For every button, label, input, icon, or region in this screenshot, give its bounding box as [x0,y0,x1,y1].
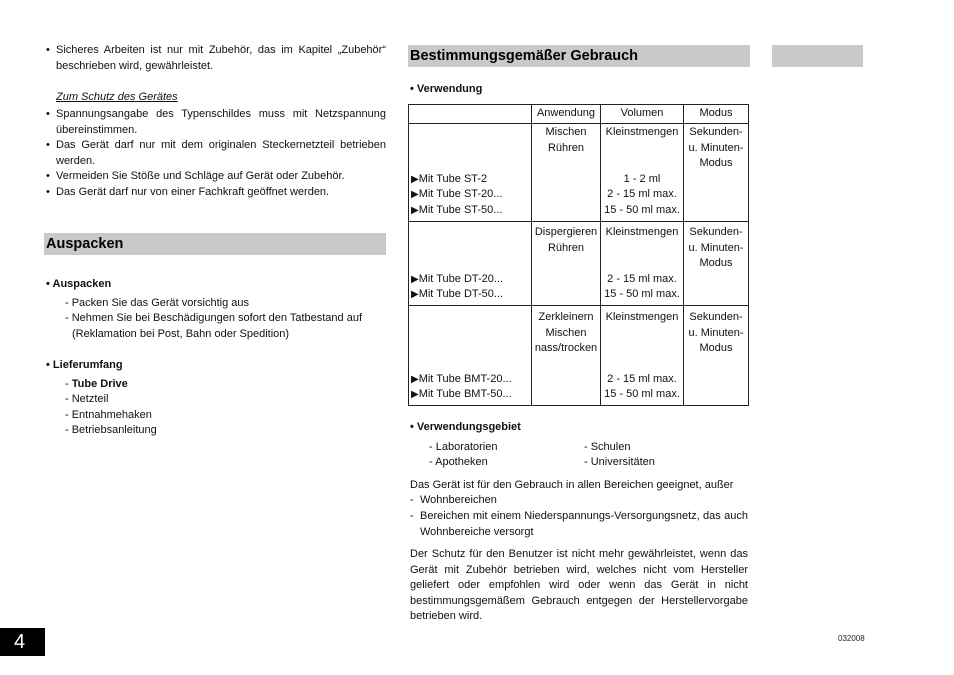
delivery-item-4: - Betriebsanleitung [65,424,157,436]
table-cell: 15 - 50 ml max. [604,288,680,300]
table-cell: 15 - 50 ml max. [604,388,680,400]
table-cell-volumen: Kleinstmengen [605,311,679,323]
delivery-item-3: - Entnahmehaken [65,409,152,421]
intro-bullet: • Sicheres Arbeiten ist nur mit Zubehör, das im Kapitel „Zubehör“ beschrieben wird, gewährleistet. [46,43,386,74]
unpack-heading: • Auspacken [46,278,112,290]
table-cell-volumen: Kleinstmengen [605,126,679,138]
table-header-modus: Modus [699,107,733,119]
area-item: - Schulen [584,441,631,453]
page-number: 4 [0,628,45,656]
area-item: - Laboratorien [429,441,498,453]
table-cell: 2 - 15 ml max. [607,273,677,285]
area-item: - Universitäten [584,456,655,468]
protection-bullet-3: • Vermeiden Sie Stöße und Schläge auf Gerät oder Zubehör. [46,170,345,182]
protection-bullet-4: • Das Gerät darf nur von einer Fachkraft geöffnet werden. [46,186,330,198]
delivery-heading: • Lieferumfang [46,359,123,371]
protection-bullet-2: • Das Gerät darf nur mit dem originalen Steckernetzteil betrieben werden. [46,139,386,167]
header-bar-right [772,45,863,67]
para-exception-1: - Wohnbereichen [410,494,497,506]
usage-table [408,104,749,406]
table-row: ▶Mit Tube ST-20... [411,188,503,200]
table-row: Zerkleinern Mischen nass/trocken [534,311,598,354]
document-code: 032008 [838,634,865,643]
table-cell-volumen: Kleinstmengen [605,226,679,238]
table-cell-modus: Sekunden- u. Minuten- Modus [688,126,744,169]
table-cell: 2 - 15 ml max. [607,373,677,385]
para-exception-2: - Bereichen mit einem Niederspannungs-Versorgungsnetz, das auch Wohnbereiche versorgt [410,510,748,538]
protection-bullet-1: • Spannungsangabe des Typenschildes muss mit Netzspannung übereinstimmen. [46,108,386,136]
unpack-item-1: - Packen Sie das Gerät vorsichtig aus [65,297,250,309]
table-header-volumen: Volumen [620,107,664,119]
table-cell: 1 - 2 ml [623,173,661,185]
table-cell: 15 - 50 ml max. [604,204,680,216]
delivery-item-2: - Netzteil [65,393,109,405]
table-cell: 2 - 15 ml max. [607,188,677,200]
table-row: ▶Mit Tube DT-20... [411,273,504,285]
protection-title: Zum Schutz des Gerätes [56,91,178,103]
table-cell-modus: Sekunden- u. Minuten- Modus [688,311,744,354]
table-cell-modus: Sekunden- u. Minuten- Modus [688,226,744,269]
table-header-anwendung: Anwendung [536,107,596,119]
usage-heading: • Verwendung [410,83,483,95]
table-row: ▶Mit Tube ST-50... [411,204,503,216]
intro-bullet-text: Sicheres Arbeiten ist nur mit Zubehör, das im Kapitel „Zubehör“ beschrieben wird, gewährleistet. [56,44,386,72]
para-usage-areas: Das Gerät ist für den Gebrauch in allen Bereichen geeignet, außer [410,479,734,491]
table-row: Dispergieren Rühren [534,226,598,254]
unpack-item-3: (Reklamation bei Post, Bahn oder Spedition) [72,328,290,340]
table-row: ▶Mit Tube BMT-20... [411,373,512,385]
table-row: ▶Mit Tube DT-50... [411,288,504,300]
table-row: ▶Mit Tube BMT-50... [411,388,512,400]
section-bestimmung: Bestimmungsgemäßer Gebrauch [408,45,750,67]
para-protection: Der Schutz für den Benutzer ist nicht mehr gewährleistet, wenn das Gerät mit Zubehör betrieben wird, welches nicht vom Hersteller geliefert oder empfohlen wird oder wenn das Gerät in nicht bestimmungsgemäßem Gebrauch entgegen der Herstellervorgabe betrieben wird. [410,548,748,622]
section-auspacken: Auspacken [44,233,386,255]
unpack-item-2: - Nehmen Sie bei Beschädigungen sofort den Tatbestand auf [65,312,362,324]
area-item: - Apotheken [429,456,488,468]
area-heading: • Verwendungsgebiet [410,421,521,433]
table-row: ▶Mit Tube ST-2 [411,173,488,185]
delivery-item-1: - Tube Drive [65,378,128,390]
table-row: Mischen Rühren [545,126,587,154]
